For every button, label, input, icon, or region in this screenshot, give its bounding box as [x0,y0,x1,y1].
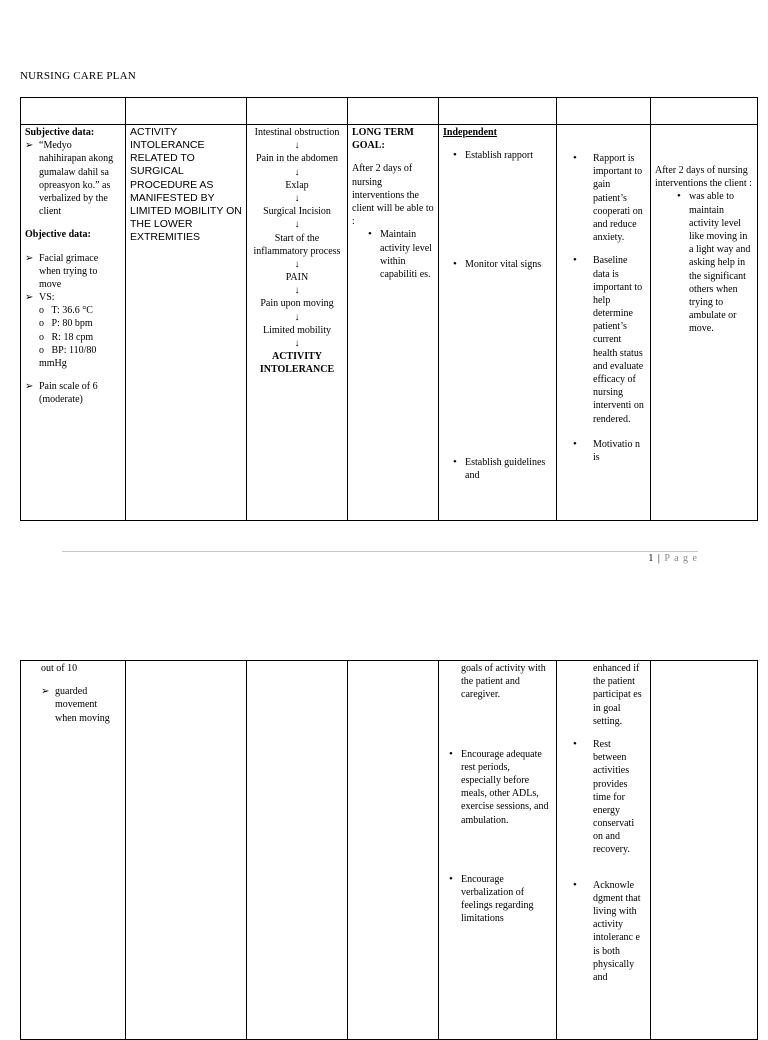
header-cell [651,98,758,125]
vital-resp: o R: 18 cpm [39,331,94,343]
pain-scale-continued: out of 10 [41,663,78,674]
intervention-item: • Monitor vital signs [451,258,552,271]
pathophysiology-cell [247,125,348,521]
down-arrow-icon: ↓ [294,192,300,204]
header-cell [439,98,557,125]
content-row [21,125,758,521]
pathophysiology-cell [247,661,348,1040]
objective-label: Objective data: [25,229,91,241]
evaluation-cell [651,125,758,521]
assessment-cell [21,661,126,1040]
patho-step: Limited mobility [262,324,332,336]
intervention-item: • Establish guidelines and [451,456,552,482]
footer-divider [62,551,698,552]
pain-scale: ➢ Pain scale of 6 (moderate) [25,380,121,406]
interventions-cell [439,661,557,1040]
vital-bp: o BP: 110/80 mmHg [39,344,97,369]
care-plan-table-page-1 [20,97,758,521]
intervention-item: • Encourage verbalization of feelings regarding limitations [447,873,552,926]
patho-result: ACTIVITY INTOLERANCE [259,351,335,376]
header-cell [247,98,348,125]
evaluation-bullet: • was able to maintain activity level like moving in a light way and asking help in the significant others when trying to ambulate or move. [675,190,753,335]
assessment-cell [21,125,126,521]
patho-step: Pain in the abdomen [256,153,338,165]
header-cell [557,98,651,125]
diagnosis-cell [126,661,247,1040]
patho-step: Pain upon moving [260,298,334,310]
vital-temp: o T: 36.6 °C [39,305,93,317]
goal-label: LONG TERM GOAL: [352,127,414,152]
rationale-item: • Motivatio n is [571,438,646,464]
content-row [21,661,758,1040]
interventions-cell [439,125,557,521]
patho-step: Intestinal obstruction [254,127,340,138]
down-arrow-icon: ↓ [294,166,300,178]
down-arrow-icon: ↓ [294,311,300,323]
intervention-item: • Encourage adequate rest periods, especially before meals, other ADLs, exercise sessions, and ambulation. [447,748,552,827]
goal-text: After 2 days of nursing interventions the client will be able to : [352,163,434,228]
rationale-item: • Acknowle dgment that living with activity intoleranc e is both physically and [571,879,646,985]
vital-pulse: o P: 80 bpm [39,318,93,330]
vital-signs-label: ➢ VS: [25,291,121,304]
intervention-item: goals of activity with the patient and caregiver. [461,663,546,701]
evaluation-cell [651,661,758,1040]
patho-step: Start of the inflammatory process [253,232,341,257]
down-arrow-icon: ↓ [294,219,300,231]
down-arrow-icon: ↓ [294,285,300,297]
patho-step: Exlap [285,179,309,191]
care-plan-table-page-2 [20,660,758,1040]
patho-step: Surgical Incision [263,206,331,218]
intervention-item: • Establish rapport [451,149,552,162]
subjective-quote: ➢ “Medyo nahihirapan akong gumalaw dahil sa opreasyon ko.” as verbalized by the client [25,139,121,218]
nursing-diagnosis: ACTIVITY INTOLERANCE RELATED TO SURGICAL PROCEDURE AS MANIFESTED BY LIMITED MOBILITY ON THE LOWER EXTREMITIES [130,126,242,243]
guarded-movement: ➢ guarded movement when moving [41,685,121,725]
goal-bullet: • Maintain activity level within capabiliti es. [366,228,434,281]
header-cell [21,98,126,125]
page-number: 1 | P a g e [648,553,698,564]
rationale-item: • Rapport is important to gain patient’s cooperati on and reduce anxiety. [571,152,646,244]
goal-cell [348,661,439,1040]
evaluation-text: After 2 days of nursing interventions the client : [655,165,752,190]
rationale-cell [557,125,651,521]
rationale-item: • Baseline data is important to help determine patient’s current health status and evaluate efficacy of nursing interventi on rendered. [571,254,646,425]
facial-grimace: ➢ Facial grimace when trying to move [25,252,121,292]
rationale-cell [557,661,651,1040]
down-arrow-icon: ↓ [294,140,300,152]
down-arrow-icon: ↓ [294,338,300,349]
header-cell [348,98,439,125]
down-arrow-icon: ↓ [294,258,300,270]
interventions-label: Independent [443,127,497,138]
goal-cell [348,125,439,521]
header-cell [126,98,247,125]
page-title: NURSING CARE PLAN [20,70,136,82]
subjective-label: Subjective data: [25,127,95,138]
rationale-item: • Rest between activities provides time for energy conservati on and recovery. [571,738,646,857]
patho-step: PAIN [285,272,309,284]
diagnosis-cell [126,125,247,521]
header-row [21,98,758,125]
rationale-item: enhanced if the patient participat es in goal setting. [593,663,642,727]
